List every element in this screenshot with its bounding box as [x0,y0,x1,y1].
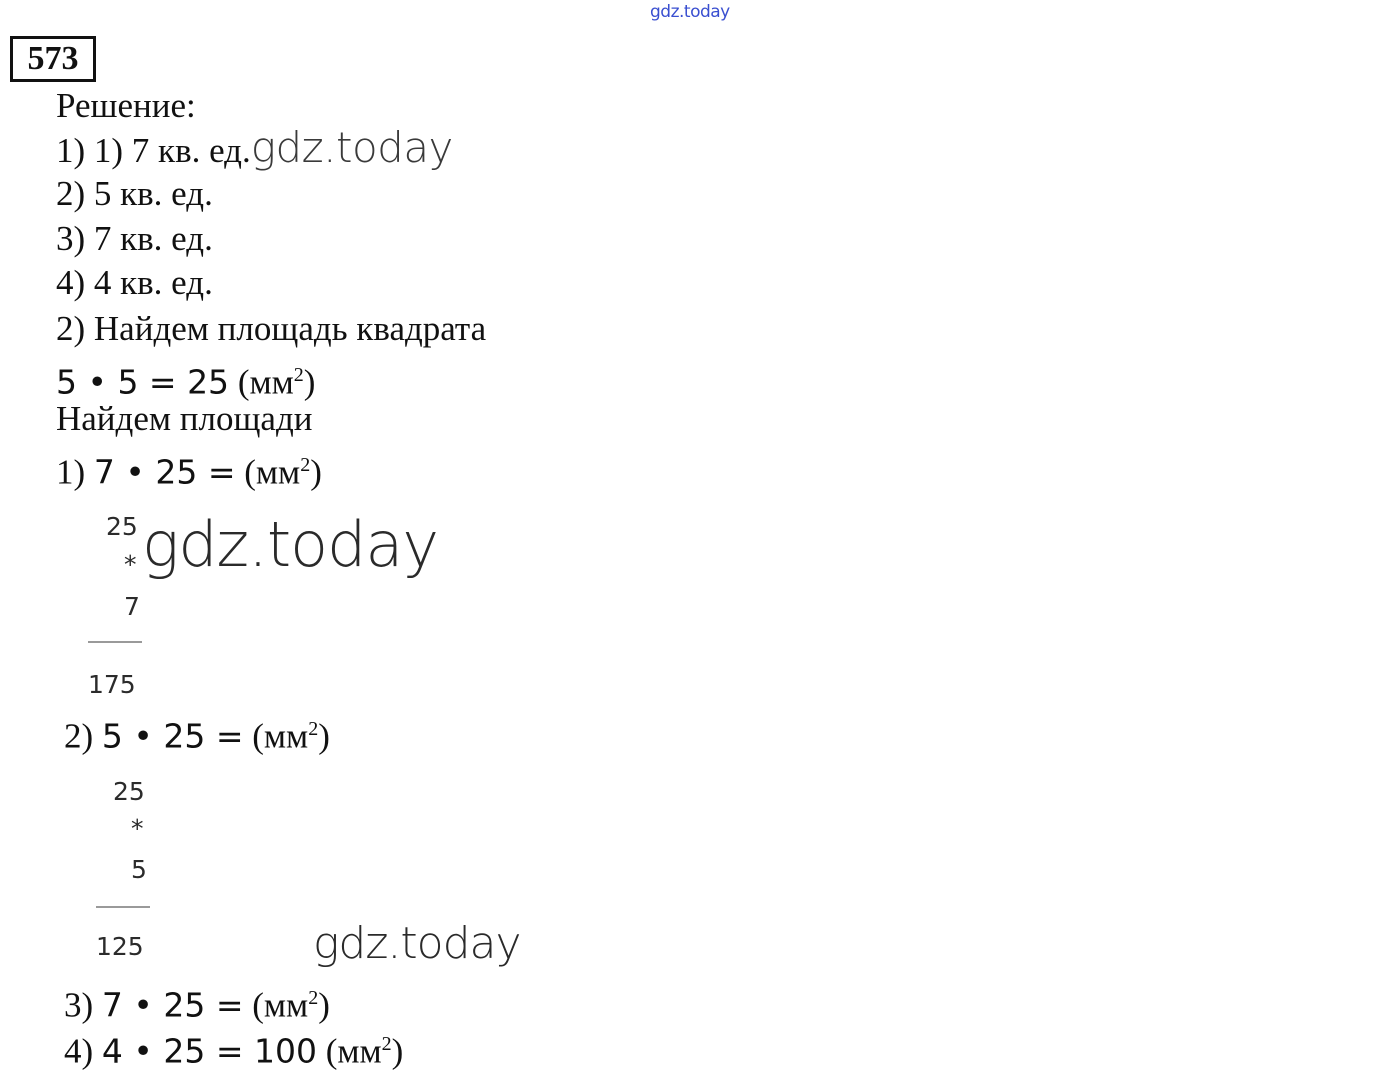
task-number-badge: 573 [10,36,96,82]
watermark-top: gdz.today [650,2,730,22]
calc-1-result: 175 [88,670,136,699]
equation-4-unit: (мм [325,1031,382,1071]
calc-2-operator: * [131,814,144,843]
equation-4-unit-close: ) [391,1031,404,1071]
equation-4 [64,1024,403,1072]
calc-2-multiplier: 5 [131,855,147,884]
watermark-middle: gdz.today [142,508,439,581]
calc-2-multiplicand: 25 [113,777,145,806]
square-area-unit-exponent: 2 [293,364,304,386]
equation-1 [56,445,322,493]
answer-line-3: 3) 7 кв. ед. [56,219,213,258]
equation-3-unit-close: ) [318,985,330,1025]
calc-1-multiplicand: 25 [106,512,138,541]
equation-3 [64,978,330,1026]
equation-3-expression: 7 • 25 = [101,985,244,1025]
equation-2 [64,709,330,757]
calc-1-rule [88,641,142,643]
equation-2-expression: 5 • 25 = [101,716,244,756]
watermark-lower: gdz.today [313,918,521,969]
equation-1-unit-close: ) [310,452,322,492]
calc-1-operator: * [124,550,137,579]
calc-2-result: 125 [96,932,144,961]
part2-title: 2) Найдем площадь квадрата [56,309,487,348]
square-area-unit: (мм [237,362,294,402]
answer-line-2: 2) 5 кв. ед. [56,174,213,213]
equation-1-unit-exponent: 2 [300,454,311,476]
square-area-expression: 5 • 5 = 25 [56,362,230,402]
equation-2-unit-close: ) [318,716,330,756]
calc-1-multiplier: 7 [124,592,140,621]
square-area-unit-close: ) [303,362,316,402]
calc-2-rule [96,906,150,908]
equation-1-prefix: 1) [56,452,86,492]
equation-4-unit-exponent: 2 [381,1033,392,1055]
square-area-equation [56,355,315,403]
equation-4-expression: 4 • 25 = 100 [101,1031,317,1071]
equation-1-expression: 7 • 25 = [93,452,236,492]
equation-2-prefix: 2) [64,716,94,756]
watermark-inline: gdz.today [250,123,453,172]
equation-2-unit-exponent: 2 [308,718,319,740]
equation-1-unit: (мм [244,452,301,492]
equation-3-prefix: 3) [64,985,94,1025]
equation-4-prefix: 4) [64,1031,94,1071]
part2-subtitle: Найдем площади [56,399,313,438]
equation-3-unit: (мм [252,985,309,1025]
answer-line-4: 4) 4 кв. ед. [56,263,213,302]
solution-heading: Решение: [56,86,196,125]
equation-3-unit-exponent: 2 [308,987,319,1009]
answer-line-1 [56,123,453,172]
equation-2-unit: (мм [252,716,309,756]
answer-line-1-text: 1) 1) 7 кв. ед. [56,131,251,170]
